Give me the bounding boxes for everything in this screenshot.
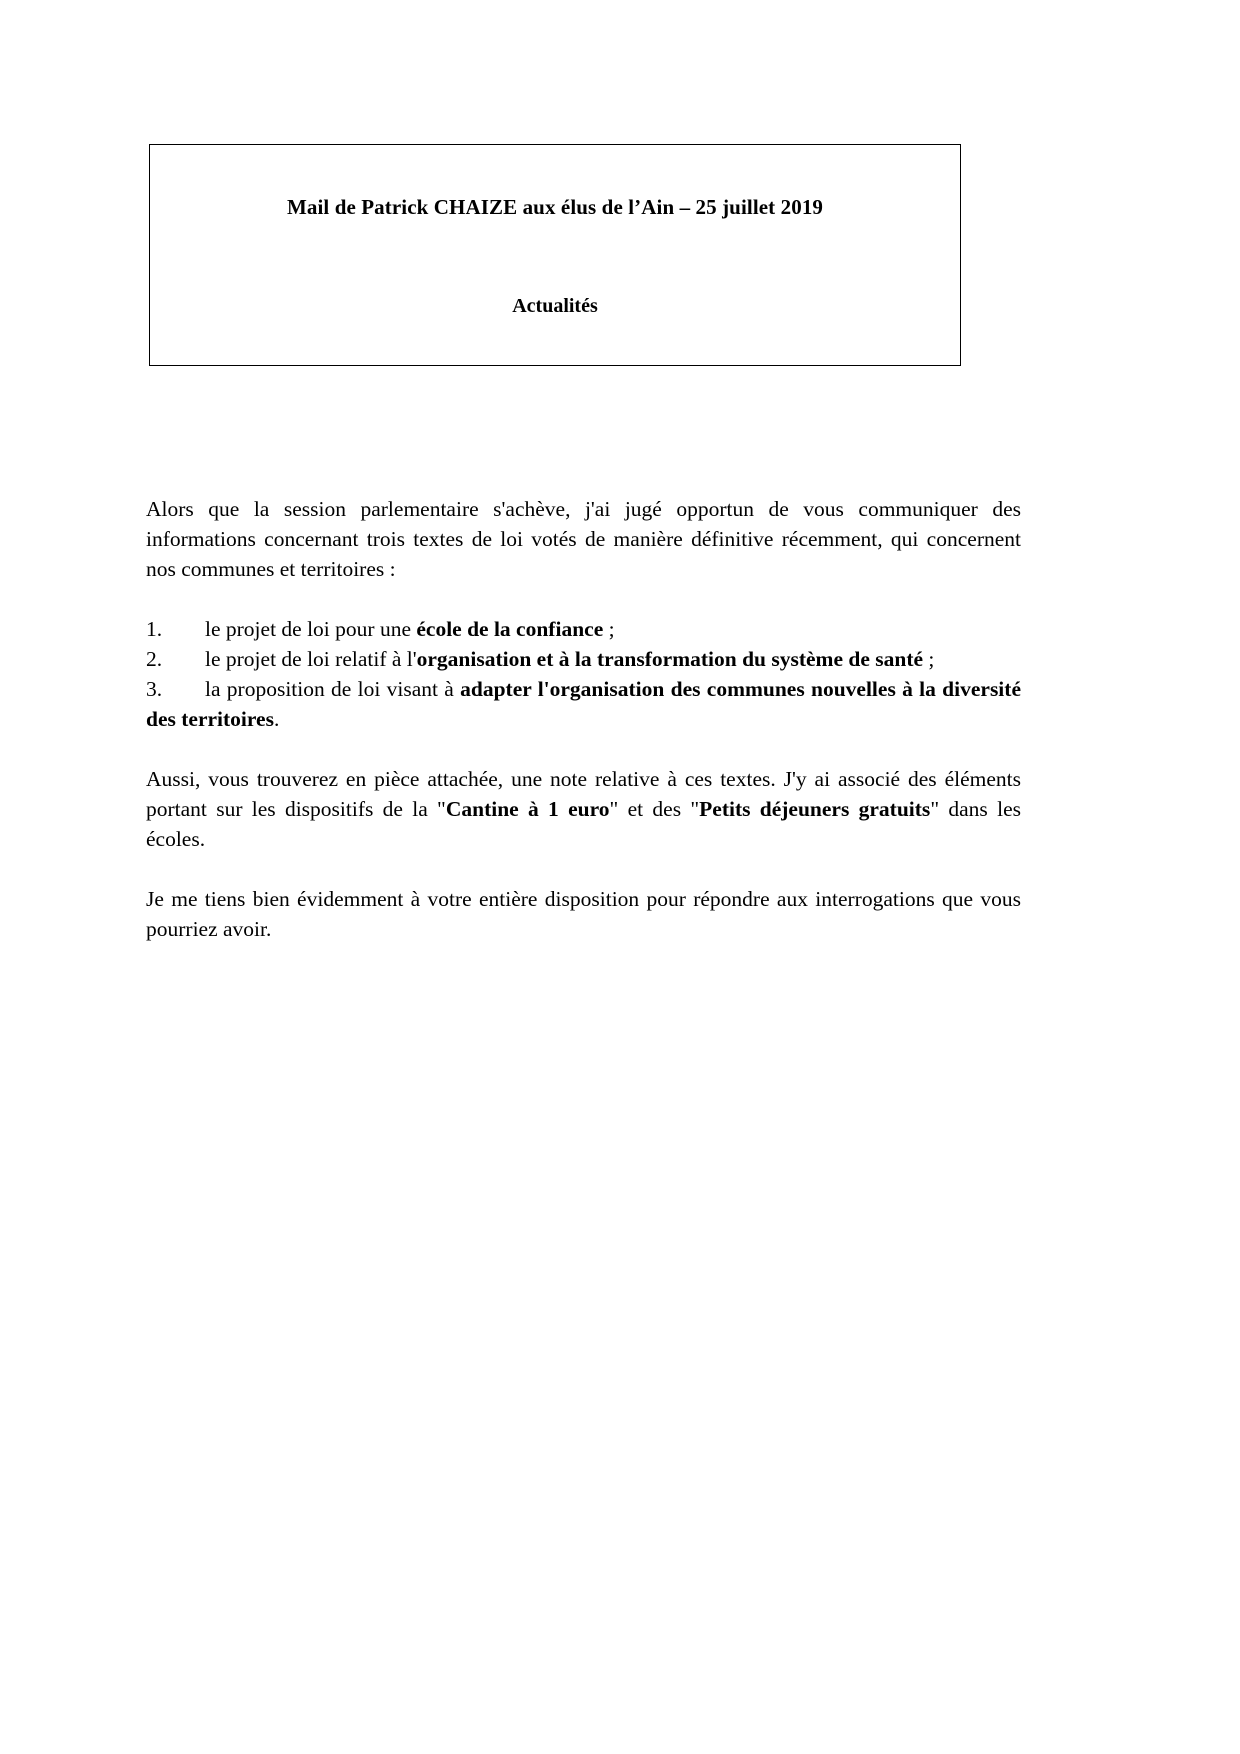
list-item-text-before: la proposition de loi visant à [205,677,461,701]
law-list [146,614,1021,734]
attachment-text-part1: Aussi, vous trouverez en pièce attachée, une note relative à ces textes. J'y ai associé des éléments portant sur les dispositifs de la " [146,767,1021,821]
header-subtitle: Actualités [512,295,598,317]
list-item-text-before: le projet de loi pour une [205,617,417,641]
list-item-number: 2. [146,647,163,671]
attachment-text-part3: " dans les écoles. [146,797,1021,851]
list-item-number: 1. [146,617,163,641]
attachment-paragraph [146,764,1021,854]
list-item-text-after: . [273,707,280,731]
document-body [146,494,1021,944]
attachment-emphasis-petits-dejeuners: Petits déjeuners gratuits [699,797,931,821]
page-title: Mail de Patrick CHAIZE aux élus de l’Ain – 25 juillet 2019 [286,195,824,219]
list-item-text-after: ; [923,647,935,671]
spacer [146,854,1021,884]
list-item [146,644,1021,674]
spacer [146,584,1021,614]
list-item-emphasis: école de la confiance [416,617,604,641]
attachment-emphasis-cantine: Cantine à 1 euro [445,797,610,821]
list-item-emphasis: adapter l'organisation des communes nouvelles à la diversité des territoires [146,677,1021,731]
header-box [149,144,961,366]
intro-paragraph: Alors que la session parlementaire s'achève, j'ai jugé opportun de vous communiquer des informations concernant trois textes de loi votés de manière définitive récemment, qui concernent nos communes et territoires : [146,497,1021,581]
list-item-emphasis: organisation et à la transformation du système de santé [416,647,924,671]
spacer [146,734,1021,764]
list-item [146,674,1021,734]
attachment-text-part2: " et des " [609,797,700,821]
list-item [146,614,1021,644]
closing-paragraph: Je me tiens bien évidemment à votre entière disposition pour répondre aux interrogations que vous pourriez avoir. [146,887,1021,941]
list-item-number: 3. [146,677,163,701]
list-item-text-after: ; [603,617,615,641]
list-item-text-before: le projet de loi relatif à l' [205,647,417,671]
